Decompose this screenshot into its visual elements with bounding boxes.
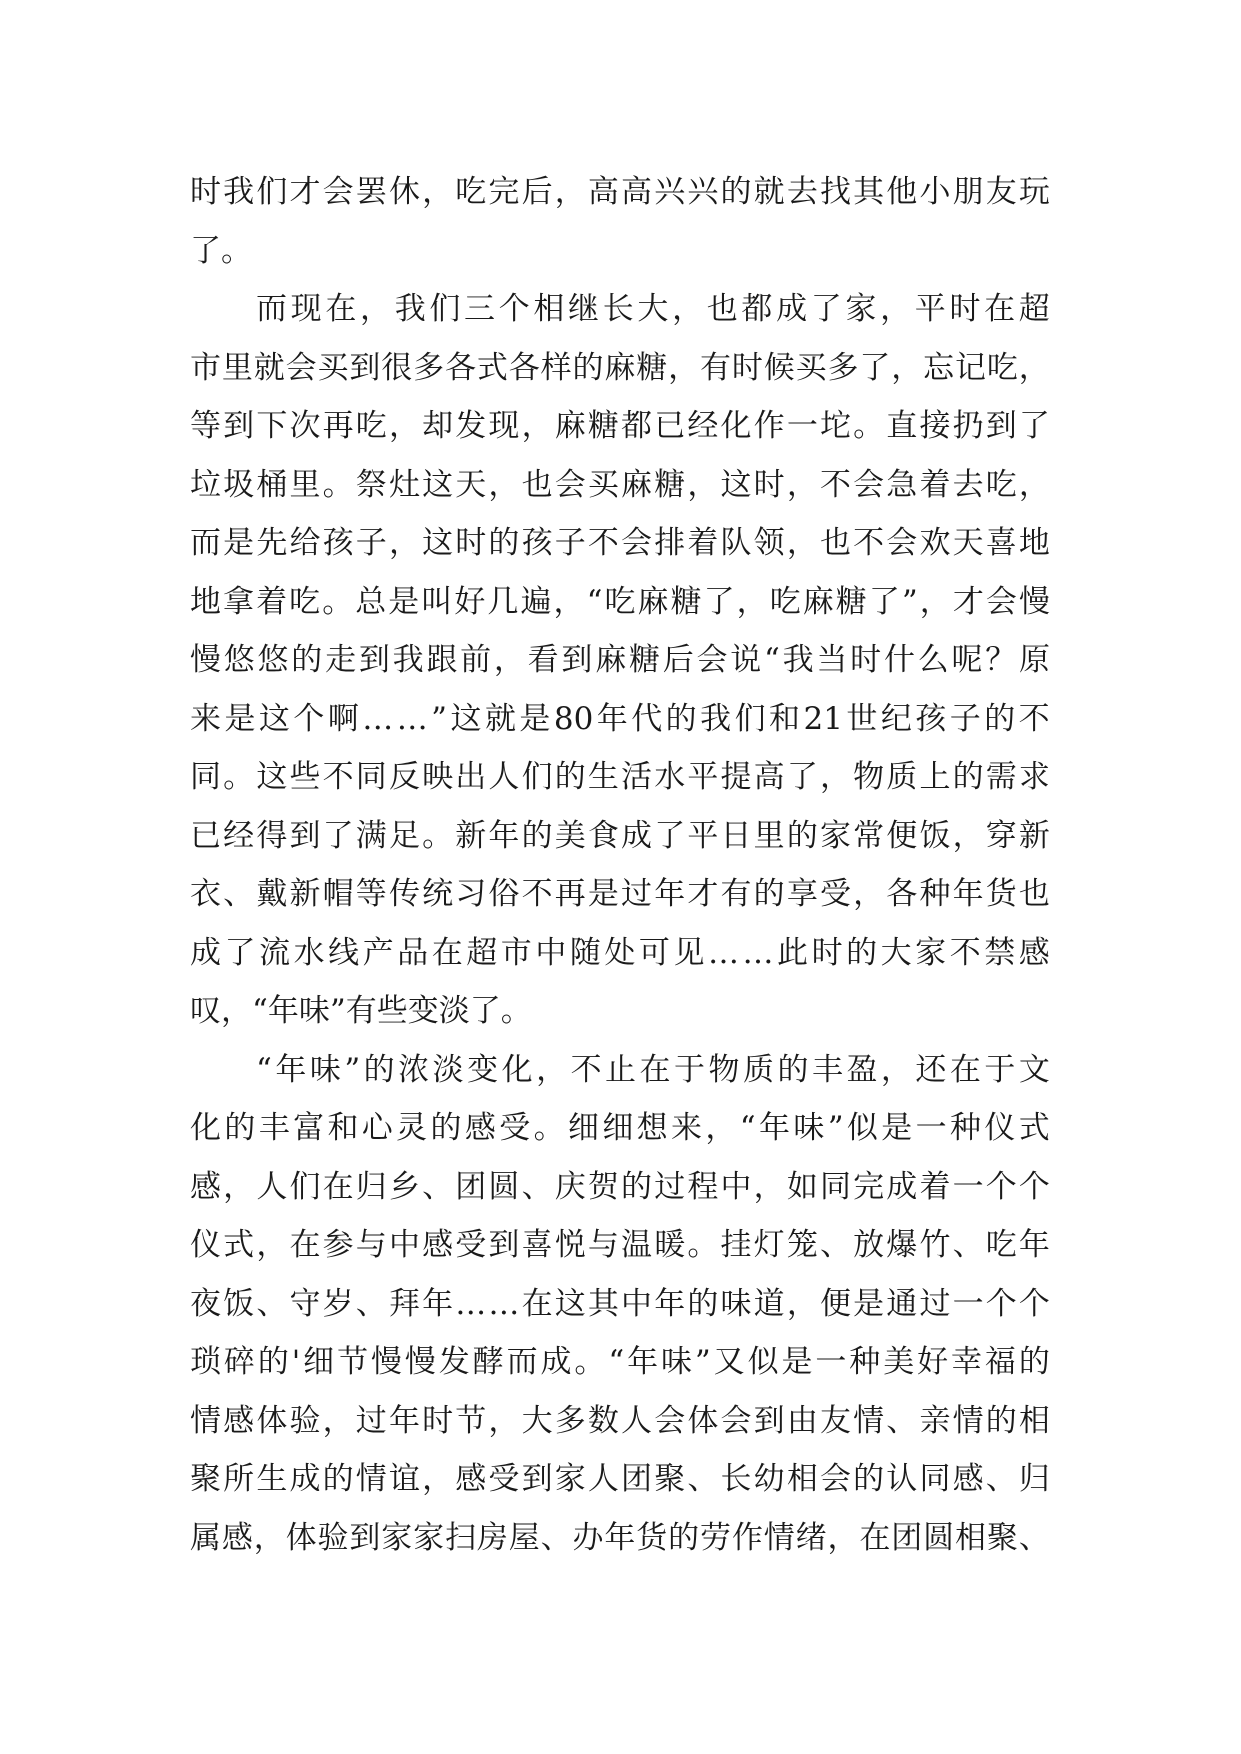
text-line: 衣 、 戴 新 帽 等 传 统 习 俗 不 再 是 过 年 才 有 的 享 受 ， 各 种 年 货 也 bbox=[190, 876, 1050, 912]
text-line: 等 到 下 次 再 吃 ， 却 发 现 ， 麻 糖 都 已 经 化 作 一 坨 。 直 接 扔 到 了 bbox=[190, 408, 1050, 444]
text-line: 情 感 体 验 ， 过 年 时 节 ， 大 多 数 人 会 体 会 到 由 友 情 、 亲 情 的 相 bbox=[190, 1402, 1050, 1439]
text-line: 了。 bbox=[190, 232, 252, 269]
text-line: 垃 圾 桶 里 。 祭 灶 这 天 ， 也 会 买 麻 糖 ， 这 时 ， 不 会 急 着 去 吃 ， bbox=[190, 466, 1050, 503]
document-body bbox=[190, 163, 1050, 1567]
text-line: 市 里 就 会 买 到 很 多 各 式 各 样 的 麻 糖 ， 有 时 候 买 多 了 ， 忘 记 吃 ， bbox=[190, 349, 1050, 386]
text-line: 时 我 们 才 会 罢 休 ， 吃 完 后 ， 高 高 兴 兴 的 就 去 找 其 他 小 朋 友 玩 bbox=[190, 174, 1050, 210]
text-line: 同 。 这 些 不 同 反 映 出 人 们 的 生 活 水 平 提 高 了 ， 物 质 上 的 需 求 bbox=[190, 759, 1050, 795]
text-line: 琐 碎 的 ' 细 节 慢 慢 发 酵 而 成 。 “ 年 味 ” 又 似 是 一 种 美 好 幸 福 的 bbox=[190, 1344, 1050, 1380]
text-line: 来 是 这 个 啊 … … ” 这 就 是 80 年 代 的 我 们 和 21 世 纪 孩 子 的 不 bbox=[190, 700, 1050, 737]
text-line: 聚 所 生 成 的 情 谊 ， 感 受 到 家 人 团 聚 、 长 幼 相 会 的 认 同 感 、 归 bbox=[190, 1461, 1050, 1497]
text-line: 感 ， 人 们 在 归 乡 、 团 圆 、 庆 贺 的 过 程 中 ， 如 同 完 成 着 一 个 个 bbox=[190, 1168, 1050, 1205]
text-line: 属 感 ， 体 验 到 家 家 扫 房 屋 、 办 年 货 的 劳 作 情 绪 ， 在 团 圆 相 聚 、 bbox=[190, 1519, 1050, 1556]
text-line: 而 是 先 给 孩 子 ， 这 时 的 孩 子 不 会 排 着 队 领 ， 也 不 会 欢 天 喜 地 bbox=[190, 525, 1050, 561]
paragraph-first-line: 而 现 在 ， 我 们 三 个 相 继 长 大 ， 也 都 成 了 家 ， 平 时 在 超 bbox=[256, 291, 1050, 327]
text-line: 地 拿 着 吃 。 总 是 叫 好 几 遍 ， “ 吃 麻 糖 了 ， 吃 麻 糖 了 ” ， 才 会 慢 bbox=[190, 583, 1050, 620]
text-line: 化 的 丰 富 和 心 灵 的 感 受 。 细 细 想 来 ， “ 年 味 ” 似 是 一 种 仪 式 bbox=[190, 1110, 1050, 1146]
text-line: 叹，“年味”有些变淡了。 bbox=[190, 993, 532, 1029]
text-line: 慢 悠 悠 的 走 到 我 跟 前 ， 看 到 麻 糖 后 会 说 “ 我 当 时 什 么 呢 ？ 原 bbox=[190, 642, 1050, 678]
text-line: 成 了 流 水 线 产 品 在 超 市 中 随 处 可 见 … … 此 时 的 大 家 不 禁 感 bbox=[190, 934, 1050, 971]
text-line: 仪 式 ， 在 参 与 中 感 受 到 喜 悦 与 温 暖 。 挂 灯 笼 、 放 爆 竹 、 吃 年 bbox=[190, 1227, 1050, 1263]
paragraph-first-line: “ 年 味 ” 的 浓 淡 变 化 ， 不 止 在 于 物 质 的 丰 盈 ， 还 在 于 文 bbox=[256, 1051, 1050, 1088]
text-line: 已 经 得 到 了 满 足 。 新 年 的 美 食 成 了 平 日 里 的 家 常 便 饭 ， 穿 新 bbox=[190, 817, 1050, 854]
text-line: 夜 饭 、 守 岁 、 拜 年 … … 在 这 其 中 年 的 味 道 ， 便 是 通 过 一 个 个 bbox=[190, 1285, 1050, 1322]
